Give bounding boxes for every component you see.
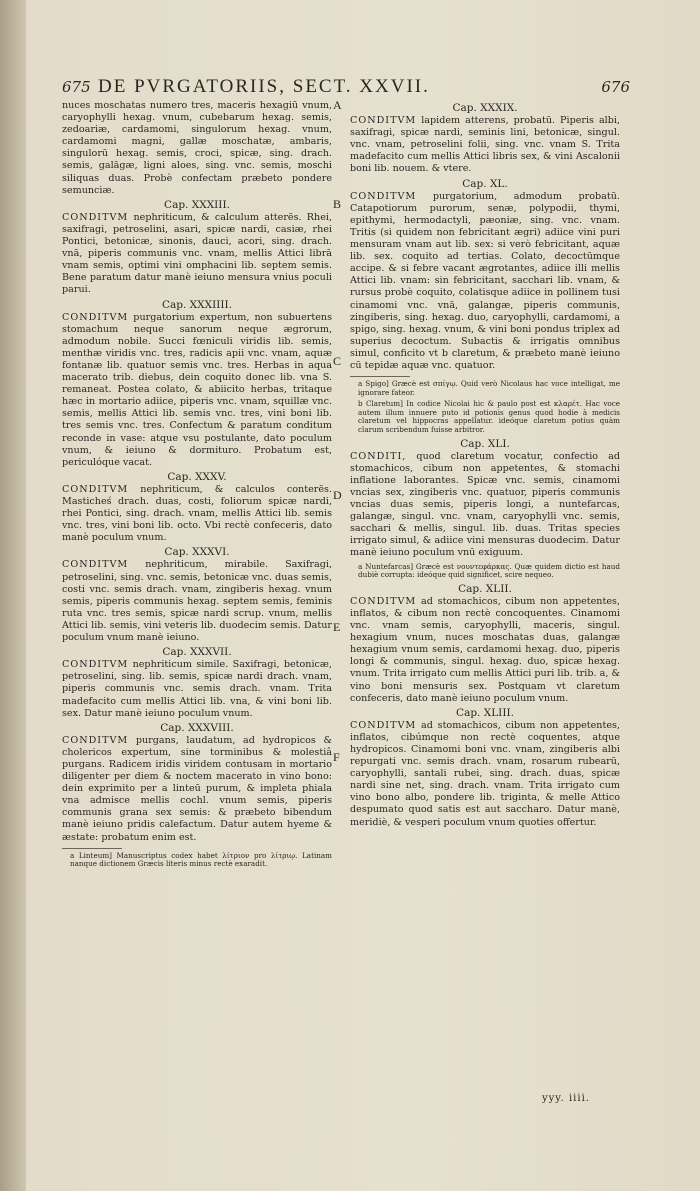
recipe-36-text: nephriticum, mirabile. Saxifragi, petroselini, sing. vnc. semis, betonicæ vnc. duas semis, costi vnc. semis drach. vnam, zingiberis hexag. vnum semis, piperis communis hexag. septem semis, feminis ruta vnc. tres semis, spicæ nardi scrup. vnum, mellis Attici lib. semis, vini veteris lib. duodecim semis. Datur poculum vnum manè ieiuno.	[62, 559, 332, 644]
footnote-linteum: a Linteum] Manuscriptus codex habet λίτριον pro λίτριῳ. Latinam nanque dictionem Græcis literis minus rectè exaradit.	[70, 850, 332, 869]
chapter-heading-34: Cap. XXXIIII.	[161, 298, 233, 311]
recipe-38-lead: CONDITVM	[62, 734, 129, 746]
recipe-33-lead: CONDITVM	[62, 211, 129, 223]
recipe-40	[350, 191, 620, 372]
page-number-left: 675	[62, 78, 91, 96]
recipe-39-lead: CONDITVM	[350, 115, 417, 127]
chapter-heading-41: Cap. XLI.	[460, 437, 510, 450]
recipe-38-text: purgans, laudatum, ad hydropicos & cholericos expertum, sine torminibus & molestiâ purgans. Radicem iridis viridem contusam in mortario diligenter per diem & noctem macerato in vino bono: dein exprimito per a linteū purum, & impleta phiala vna admisce mellis cochl. vnum semis, piperis communis grana sex semis: & præbeto bibendum manè ieiuno pridis calefactum. Datur autem hyeme & æstate: probatum enim est.	[62, 734, 332, 843]
footnote-spigo: a Spigo] Græcè est σπίγῳ. Quid verò Nicolaus hac voce intelligat, me ignorare fateor.	[358, 379, 620, 397]
chapter-heading-39: Cap. XXXIX.	[452, 102, 518, 114]
recipe-42	[350, 596, 620, 705]
recipe-33-text: nephriticum, & calculum atterēs. Rhei, saxifragi, petroselini, asari, spicæ nardi, casiæ, rhei Pontici, betonicæ, sinonis, dauci, acori, sing. drach. vnā, piperis communis vnc. vnam, mellis Attici librā vnam semis, optimi vini omphacini lib. septem semis. Bene paratum datur manè ieiuno mensura vnius poculi parui.	[62, 211, 332, 296]
footnote-rule	[62, 848, 122, 849]
chapter-heading-38: Cap. XXXVIII.	[160, 721, 234, 734]
chapter-heading-33: Cap. XXXIII.	[164, 198, 230, 211]
footnote-nuntefarcas: a Nuntefarcas] Græcè est νουντεφάρκας. Quæ quidem dictio est haud dubiè corrupta: ideóque quid significet, scire nequeo.	[358, 561, 620, 580]
recipe-34-text: purgatorium expertum, non subuertens stomachum neque sanorum neque ægrorum, admodum nobile. Succi fœniculi viridis lib. semis, menthæ viridis vnc. tres, radicis apii vnc. vnam, aquæ fontanæ lib. quatuor semis vnc. tres. Herbas in aqua macerato trib. diebus, dein coquito donec lib. vna S. remaneat. Postea colato, & abiicito herbas, tritaque hæc in mortario adiice, piperis vnc. vnam, squillæ vnc. semis, mellis Attici lib. semis vnc. tres, vini boni lib. tres semis vnc. tres. Confectum & paratum conditum reconde in vase: atque vsu postulante, dato poculum vnum, & ieiuno & dormituro. Probatum est, periculóque vacat.	[62, 311, 332, 468]
recipe-35-text: nephriticum, & calculos conterēs. Masticheś drach. duas, costi, foliorum spicæ nardi, rhei Pontici, sing. drach. vnam, mellis Attici lib. semis vnc. tres, vini boni lib. octo. Vbi rectè confeceris, dato manè poculum vnum.	[62, 483, 332, 544]
margin-letter-a: A	[333, 98, 342, 112]
page-number-right: 676	[601, 78, 630, 96]
signature-mark: yyy. iiii.	[542, 1093, 590, 1104]
recipe-41	[350, 451, 620, 560]
footnote-claretum: b Claretum] In codice Nicolai hic & paulo post est κλαρέτ. Hac voce autem illum innuere puto id potionis genus quod hodie à medicis claretum vel hippocras appellatur. ideóque claretum potius quàm clarum scribendum fuisse arbitror.	[358, 399, 620, 435]
recipe-37	[62, 659, 332, 719]
recipe-39-text: lapidem atterens, probatū. Piperis albi, saxifragi, spicæ nardi, seminis lini, betonicæ, singul. vnc. vnam, petroselini folii, sing. vnc. vnam S. Trita madefacito cum mellis Attici libris sex, & vini Ascalonii boni lib. nouem. & vtere.	[350, 115, 620, 175]
recipe-37-text: nephriticum simile. Saxifragi, betonicæ, petroselini, sing. lib. semis, spicæ nardi drach. vnam, piperis communis vnc. semis drach. vnam. Trita madefacito cum mellis Attici lib. vna, & vini boni lib. sex. Datur manè ieiuno poculum vnum.	[62, 659, 332, 719]
left-intro-paragraph: nuces moschatas numero tres, maceris hexagiū vnum, caryophylli hexag. vnum, cubebarum hexag. semis, zedoariæ, cardamomi, singulorum hexag. vnum, cardamomi magni, gallæ moschatæ, ambaris, singulorū hexag. semis, croci, spicæ, sing. drach. semis, galāgæ, ligni aloes, sing. vnc. semis, moschi siliquas duas. Probè confectam præbeto pondere semunciæ.	[62, 100, 332, 196]
chapter-heading-37: Cap. XXXVII.	[162, 646, 232, 659]
chapter-heading-43: Cap. XLIII.	[456, 706, 514, 719]
right-column	[350, 100, 620, 829]
margin-letter-b: B	[333, 197, 342, 211]
recipe-36-lead: CONDITVM	[62, 559, 129, 571]
recipe-33	[62, 212, 332, 297]
recipe-41-text: quod claretum vocatur, confectio ad stomachicos, cibum non appetentes, & stomachi inflatione laborantes. Spicæ vnc. semis, cinamomi vncias sex, zingiberis vnc. quatuor, piperis communis vncias duas semis, piperis longi, a nuntefarcas, galangæ, singul. vnc. vnam, caryophylli vnc. semis, sacchari & mellis, singul. lib. duas. Tritas species irrigato simul, & adiice vini mensuras duodecim. Datur manè ieiuno poculum vnū exiguum.	[350, 450, 620, 559]
recipe-37-lead: CONDITVM	[62, 659, 129, 671]
chapter-heading-36: Cap. XXXVI.	[164, 546, 230, 559]
recipe-40-text: purgatorium, admodum probatū. Catapotiorum purorum, senæ, polypodii, thymi, epithymi, hermodactyli, pæoniæ, sing. vnc. vnam. Tritis (si quidem non febricitant ægri) adiice vini puri mensuram vnam aut lib. sex: si verò febricitant, aquæ lib. sex. coquito ad tertias. Colato, decoctūmque accipe. & si febre vacant ægrotantes, adiice illi mellis Attici lib. vnam: sin febricitant, sacchari lib. vnam, & rursus probè coquito, colatisque adiice in pollinem tusi cinamomi vnc. vnā, galangæ, piperis communis, zingiberis, sing. hexag. duo, caryophylli, cardamomi, a spigo, sing. hexag. vnum, & vini boni pondus triplex ad superius decoctum. Subactis & irrigatis omnibus simul, conficito vt b claretum, & præbeto manè ieiuno cū tepidæ aquæ vnc. quatuor.	[350, 190, 620, 371]
chapter-heading-40: Cap. XL.	[462, 177, 508, 190]
margin-letter-f: F	[333, 750, 340, 764]
margin-letter-e: E	[333, 620, 341, 634]
recipe-38	[62, 735, 332, 844]
recipe-40-lead: CONDITVM	[350, 190, 417, 202]
chapter-heading-42: Cap. XLII.	[458, 582, 512, 595]
recipe-36	[62, 559, 332, 644]
book-spine-shadow	[0, 0, 26, 1191]
recipe-43-text: ad stomachicos, cibum non appetentes, inflatos, cibúmque non rectè coquentes, atque hydropicos. Cinamomi boni vnc. vnam, zingiberis albi repurgati vnc. semis drach. vnam, rosarum rubearū, caryophylli, santali rubei, sing. drach. duas, spicæ nardi sine net, sing. drach. vnam. Trita irrigato cum vino bono albo, pondere lib. triginta, & melle Attico despumato quod satis est aut saccharo. Datur manè, meridiè, & vesperi poculum vnum quoties offertur.	[350, 719, 620, 828]
left-column	[62, 100, 332, 872]
chapter-heading-35: Cap. XXXV.	[167, 470, 227, 483]
footnote-rule	[350, 376, 410, 377]
recipe-35	[62, 484, 332, 544]
recipe-35-lead: CONDITVM	[62, 483, 129, 495]
recipe-43	[350, 720, 620, 829]
recipe-42-lead: CONDITVM	[350, 595, 417, 607]
recipe-34-lead: CONDITVM	[62, 311, 129, 323]
recipe-42-text: ad stomachicos, cibum non appetentes, inflatos, & cibum non rectè concoquentes. Cinamomi vnc. vnam semis, caryophylli, maceris, singul. hexagium vnum, nuces moschatas duas, galangæ hexagium vnum semis, cardamomi hexag. duo, piperis longi & communis, singul. hexag. duo, spicæ hexag. vnum. Trita irrigato cum mellis Attici puri lib. trib. a, & vino boni mensuris sex. Postquam vt claretum confeceris, dato manè ieiuno poculum vnum.	[350, 595, 620, 704]
recipe-43-lead: CONDITVM	[350, 719, 417, 731]
running-title: DE PVRGATORIIS, SECT. XXVII.	[98, 76, 430, 97]
margin-letter-c: C	[333, 354, 342, 368]
recipe-34	[62, 312, 332, 469]
running-header	[62, 76, 630, 100]
margin-letter-d: D	[333, 488, 342, 502]
recipe-41-lead: CONDITI,	[350, 450, 407, 462]
recipe-39	[350, 115, 620, 175]
